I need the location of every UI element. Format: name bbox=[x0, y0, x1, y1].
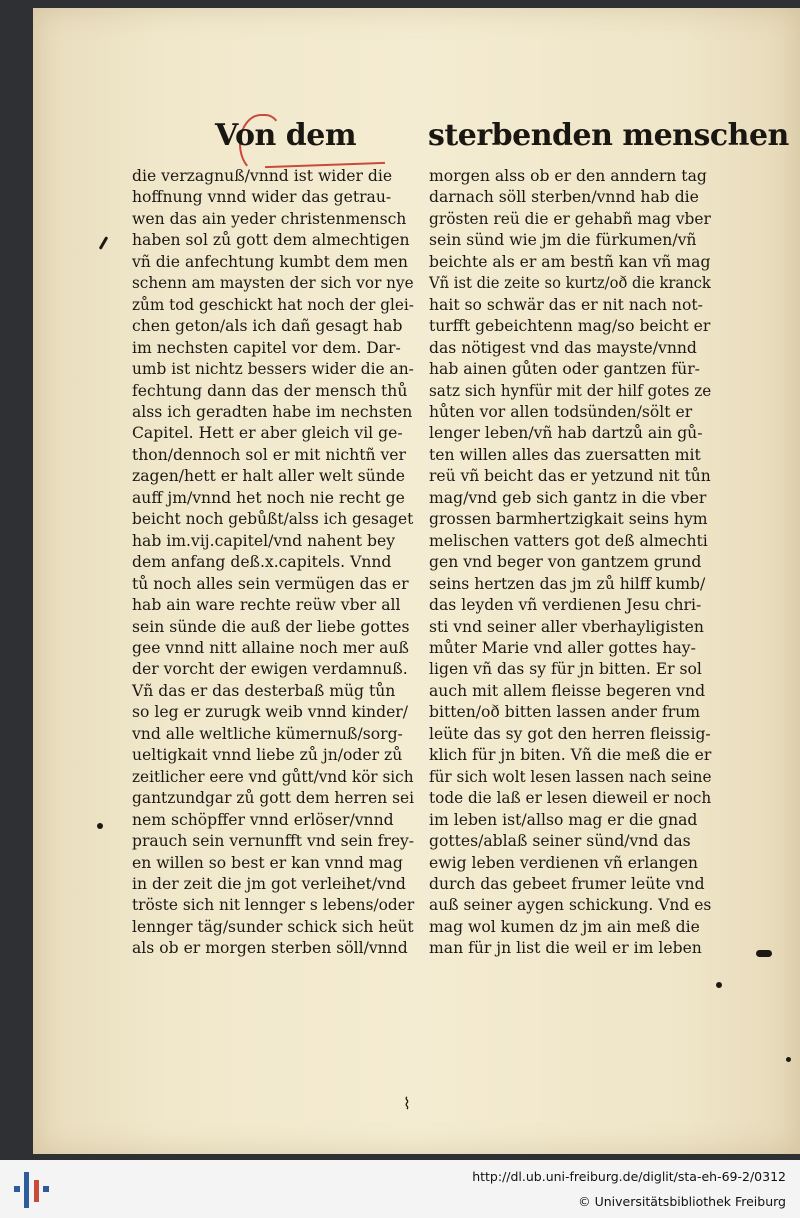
text-line: prauch sein vernunfft vnd sein frey- bbox=[132, 832, 415, 851]
text-line: lennger täg/sunder schick sich heüt bbox=[132, 917, 414, 936]
text-line: als ob er morgen sterben söll/vnnd bbox=[132, 939, 408, 958]
text-line: bitten/oð bitten lassen ander frum bbox=[429, 703, 701, 722]
margin-dash bbox=[756, 950, 772, 957]
text-line: Vñ ist die zeite so kurtz/oð die kranck bbox=[429, 274, 711, 293]
text-line: klich für jn biten. Vñ die meß die er bbox=[429, 746, 712, 765]
text-line: vnd alle weltliche kümernuß/sorg- bbox=[132, 724, 403, 743]
text-line: beicht noch gebůßt/alss ich gesaget bbox=[132, 510, 414, 529]
text-line: Capitel. Hett er aber gleich vil ge- bbox=[132, 424, 403, 443]
text-line: umb ist nichtz bessers wider die an- bbox=[132, 360, 414, 379]
text-line: für sich wolt lesen lassen nach seine bbox=[429, 767, 712, 786]
text-line: auff jm/vnnd het noch nie recht ge bbox=[132, 488, 405, 507]
text-line: beichte als er am bestñ kan vñ mag bbox=[429, 252, 711, 271]
text-line: satz sich hynfür mit der hilf gotes ze bbox=[429, 381, 712, 400]
text-line: nem schöpffer vnnd erlöser/vnnd bbox=[132, 810, 394, 829]
copyright-notice: © Universitätsbibliothek Freiburg bbox=[578, 1194, 786, 1209]
text-line: mag wol kumen dz jm ain meß die bbox=[429, 917, 700, 936]
text-column-left bbox=[132, 166, 414, 960]
text-line: gantzundgar zů gott dem herren sei bbox=[132, 789, 415, 808]
text-line: hab im.vij.capitel/vnd nahent bey bbox=[132, 531, 396, 550]
text-line: sti vnd seiner aller vberhayligisten bbox=[429, 617, 704, 636]
text-line: zeitlicher eere vnd gůtt/vnd kör sich bbox=[132, 767, 414, 786]
text-line: darnach söll sterben/vnnd hab die bbox=[429, 188, 699, 207]
text-line: auß seiner aygen schickung. Vnd es bbox=[429, 896, 712, 915]
text-line: in der zeit die jm got verleihet/vnd bbox=[132, 874, 406, 893]
footer-bar bbox=[0, 1160, 800, 1218]
page-url-link[interactable]: http://dl.ub.uni-freiburg.de/diglit/sta-eh-69-2/0312 bbox=[472, 1169, 786, 1184]
text-line: das leyden vñ verdienen Jesu chri- bbox=[429, 596, 702, 615]
text-line: reü vñ beicht das er yetzund nit tůn bbox=[429, 467, 711, 486]
text-line: im nechsten capitel vor dem. Dar- bbox=[132, 338, 401, 357]
text-line: ewig leben verdienen vñ erlangen bbox=[429, 853, 698, 872]
library-logo-icon bbox=[12, 1170, 52, 1210]
text-line: man für jn list die weil er im leben bbox=[429, 939, 702, 958]
text-line: tů noch alles sein vermügen das er bbox=[132, 574, 409, 593]
text-column-right bbox=[429, 166, 711, 960]
text-line: en willen so best er kan vnnd mag bbox=[132, 853, 403, 872]
text-line: hůten vor allen todsünden/sölt er bbox=[429, 402, 693, 421]
text-line: sein sünd wie jm die fürkumen/vñ bbox=[429, 231, 697, 250]
text-line: dem anfang deß.x.capitels. Vnnd bbox=[132, 553, 392, 572]
text-line: seins hertzen das jm zů hilff kumb/ bbox=[429, 574, 706, 593]
text-line: mag/vnd geb sich gantz in die vber bbox=[429, 488, 707, 507]
text-line: lenger leben/vñ hab dartzů ain gů- bbox=[429, 424, 703, 443]
text-line: der vorcht der ewigen verdamnuß. bbox=[132, 660, 408, 679]
text-line: hoffnung vnnd wider das getrau- bbox=[132, 188, 392, 207]
margin-dot bbox=[786, 1057, 791, 1062]
text-line: chen geton/als ich dañ gesagt hab bbox=[132, 317, 403, 336]
text-line: auch mit allem fleisse begeren vnd bbox=[429, 681, 706, 700]
text-line: turfft gebeichtenn mag/so beicht er bbox=[429, 317, 711, 336]
text-line: zům tod geschickt hat noch der glei- bbox=[132, 295, 414, 314]
text-line: Vñ das er das desterbaß müg tůn bbox=[132, 681, 396, 700]
text-line: so leg er zurugk weib vnnd kinder/ bbox=[132, 703, 409, 722]
text-line: sein sünde die auß der liebe gottes bbox=[132, 617, 410, 636]
text-line: die verzagnuß/vnnd ist wider die bbox=[132, 167, 393, 185]
text-line: tröste sich nit lennger s lebens/oder bbox=[132, 896, 415, 915]
margin-dot bbox=[716, 982, 722, 988]
text-line: gee vnnd nitt allaine noch mer auß bbox=[132, 638, 409, 657]
text-line: gen vnd beger von gantzem grund bbox=[429, 553, 702, 572]
text-line: hait so schwär das er nit nach not- bbox=[429, 295, 703, 314]
text-line: ligen vñ das sy für jn bitten. Er sol bbox=[429, 660, 702, 679]
text-line: grösten reü die er gehabñ mag vber bbox=[429, 209, 711, 228]
running-head-left: Von dem bbox=[215, 118, 357, 153]
text-line: leüte das sy got den herren fleissig- bbox=[429, 724, 711, 743]
text-line: schenn am maysten der sich vor nye bbox=[132, 274, 414, 293]
text-line: das nötigest vnd das mayste/vnnd bbox=[429, 338, 697, 357]
text-line: vñ die anfechtung kumbt dem men bbox=[132, 252, 408, 271]
text-line: můter Marie vnd aller gottes hay- bbox=[429, 638, 696, 657]
text-line: wen das ain yeder christenmensch bbox=[132, 209, 407, 228]
text-line: thon/dennoch sol er mit nichtñ ver bbox=[132, 445, 406, 464]
text-line: haben sol zů gott dem almechtigen bbox=[132, 231, 410, 250]
text-line: tode die laß er lesen dieweil er noch bbox=[429, 789, 712, 808]
text-line: hab ainen gůten oder gantzen für- bbox=[429, 360, 700, 379]
ink-squiggle: ⌇ bbox=[403, 1094, 411, 1113]
text-line: ueltigkait vnnd liebe zů jn/oder zů bbox=[132, 746, 403, 765]
text-line: melischen vatters got deß almechti bbox=[429, 531, 708, 550]
margin-dot bbox=[97, 823, 103, 829]
text-line: durch das gebeet frumer leüte vnd bbox=[429, 874, 705, 893]
text-line: grossen barmhertzigkait seins hym bbox=[429, 510, 708, 529]
text-line: ten willen alles das zuersatten mit bbox=[429, 445, 701, 464]
running-head-right: sterbenden menschen bbox=[428, 118, 789, 153]
text-line: hab ain ware rechte reüw vber all bbox=[132, 596, 401, 615]
text-line: fechtung dann das der mensch thů bbox=[132, 381, 408, 400]
text-line: morgen alss ob er den anndern tag bbox=[429, 167, 707, 185]
text-line: im leben ist/allso mag er die gnad bbox=[429, 810, 698, 829]
text-line: gottes/ablaß seiner sünd/vnd das bbox=[429, 832, 691, 851]
text-line: alss ich geradten habe im nechsten bbox=[132, 402, 413, 421]
text-line: zagen/hett er halt aller welt sünde bbox=[132, 467, 405, 486]
